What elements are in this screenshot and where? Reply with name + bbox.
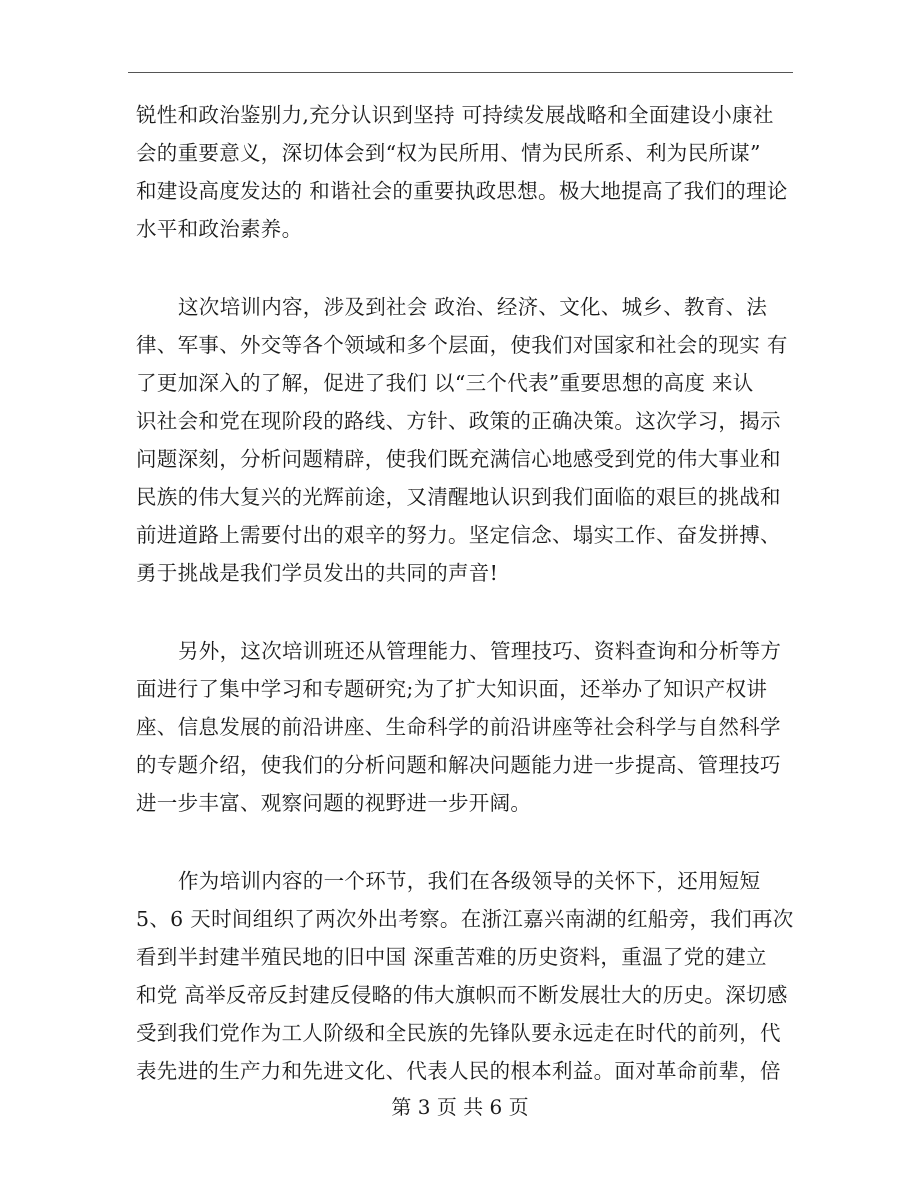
text-line: 受到我们党作为工人阶级和全民族的先锋队要永远走在时代的前列，代 <box>136 1021 781 1045</box>
text-line: 律、军事、外交等各个领域和多个层面，使我们对国家和社会的现实 有 <box>136 333 788 357</box>
text-line: 问题深刻，分析问题精辟，使我们既充满信心地感受到党的伟大事业和 <box>136 447 781 471</box>
paragraph-3 <box>136 632 796 822</box>
page-number-footer: 第 3 页 共 6 页 <box>391 1095 529 1119</box>
text-line: 会的重要意义，深切体会到“权为民所用、情为民所系、利为民所谋” <box>136 141 761 165</box>
text-line: 作为培训内容的一个环节，我们在各级领导的关怀下，还用短短 <box>178 869 761 893</box>
text-line: 了更加深入的了解，促进了我们 以“三个代表”重要思想的高度 来认 <box>136 371 754 395</box>
text-line: 进一步丰富、观察问题的视野进一步开阔。 <box>136 791 532 815</box>
text-line: 座、信息发展的前沿讲座、生命科学的前沿讲座等社会科学与自然科学 <box>136 715 781 739</box>
document-body <box>136 96 796 1090</box>
text-line: 另外，这次培训班还从管理能力、管理技巧、资料查询和分析等方 <box>178 639 782 663</box>
paragraph-1 <box>136 96 796 248</box>
text-line: 5、6 天时间组织了两次外出考察。在浙江嘉兴南湖的红船旁，我们再次 <box>136 907 794 931</box>
paragraph-2 <box>136 288 796 592</box>
text-line: 识社会和党在现阶段的路线、方针、政策的正确决策。这次学习，揭示 <box>136 409 781 433</box>
text-line: 勇于挑战是我们学员发出的共同的声音! <box>136 561 499 585</box>
text-line: 和建设高度发达的 和谐社会的重要执政思想。极大地提高了我们的理论 <box>136 179 788 203</box>
text-line: 面进行了集中学习和专题研究;为了扩大知识面，还举办了知识产权讲 <box>136 677 768 701</box>
text-line: 看到半封建半殖民地的旧中国 深重苦难的历史资料，重温了党的建立 <box>136 945 767 969</box>
text-line: 表先进的生产力和先进文化、代表人民的根本利益。面对革命前辈，倍 <box>136 1059 781 1083</box>
text-line: 前进道路上需要付出的艰辛的努力。坚定信念、塌实工作、奋发拼搏、 <box>136 523 781 547</box>
paragraph-gap <box>136 248 796 288</box>
paragraph-4 <box>136 862 796 1090</box>
paragraph-gap <box>136 822 796 862</box>
paragraph-gap <box>136 592 796 632</box>
text-line: 锐性和政治鉴别力,充分认识到坚持 可持续发展战略和全面建设小康社 <box>136 103 774 127</box>
text-line: 水平和政治素养。 <box>136 217 303 241</box>
text-line: 这次培训内容，涉及到社会 政治、经济、文化、城乡、教育、法 <box>178 295 768 319</box>
text-line: 的专题介绍，使我们的分析问题和解决问题能力进一步提高、管理技巧 <box>136 753 781 777</box>
header-rule <box>128 72 793 73</box>
text-line: 和党 高举反帝反封建反侵略的伟大旗帜而不断发展壮大的历史。深切感 <box>136 983 788 1007</box>
text-line: 民族的伟大复兴的光辉前途，又清醒地认识到我们面临的艰巨的挑战和 <box>136 485 781 509</box>
